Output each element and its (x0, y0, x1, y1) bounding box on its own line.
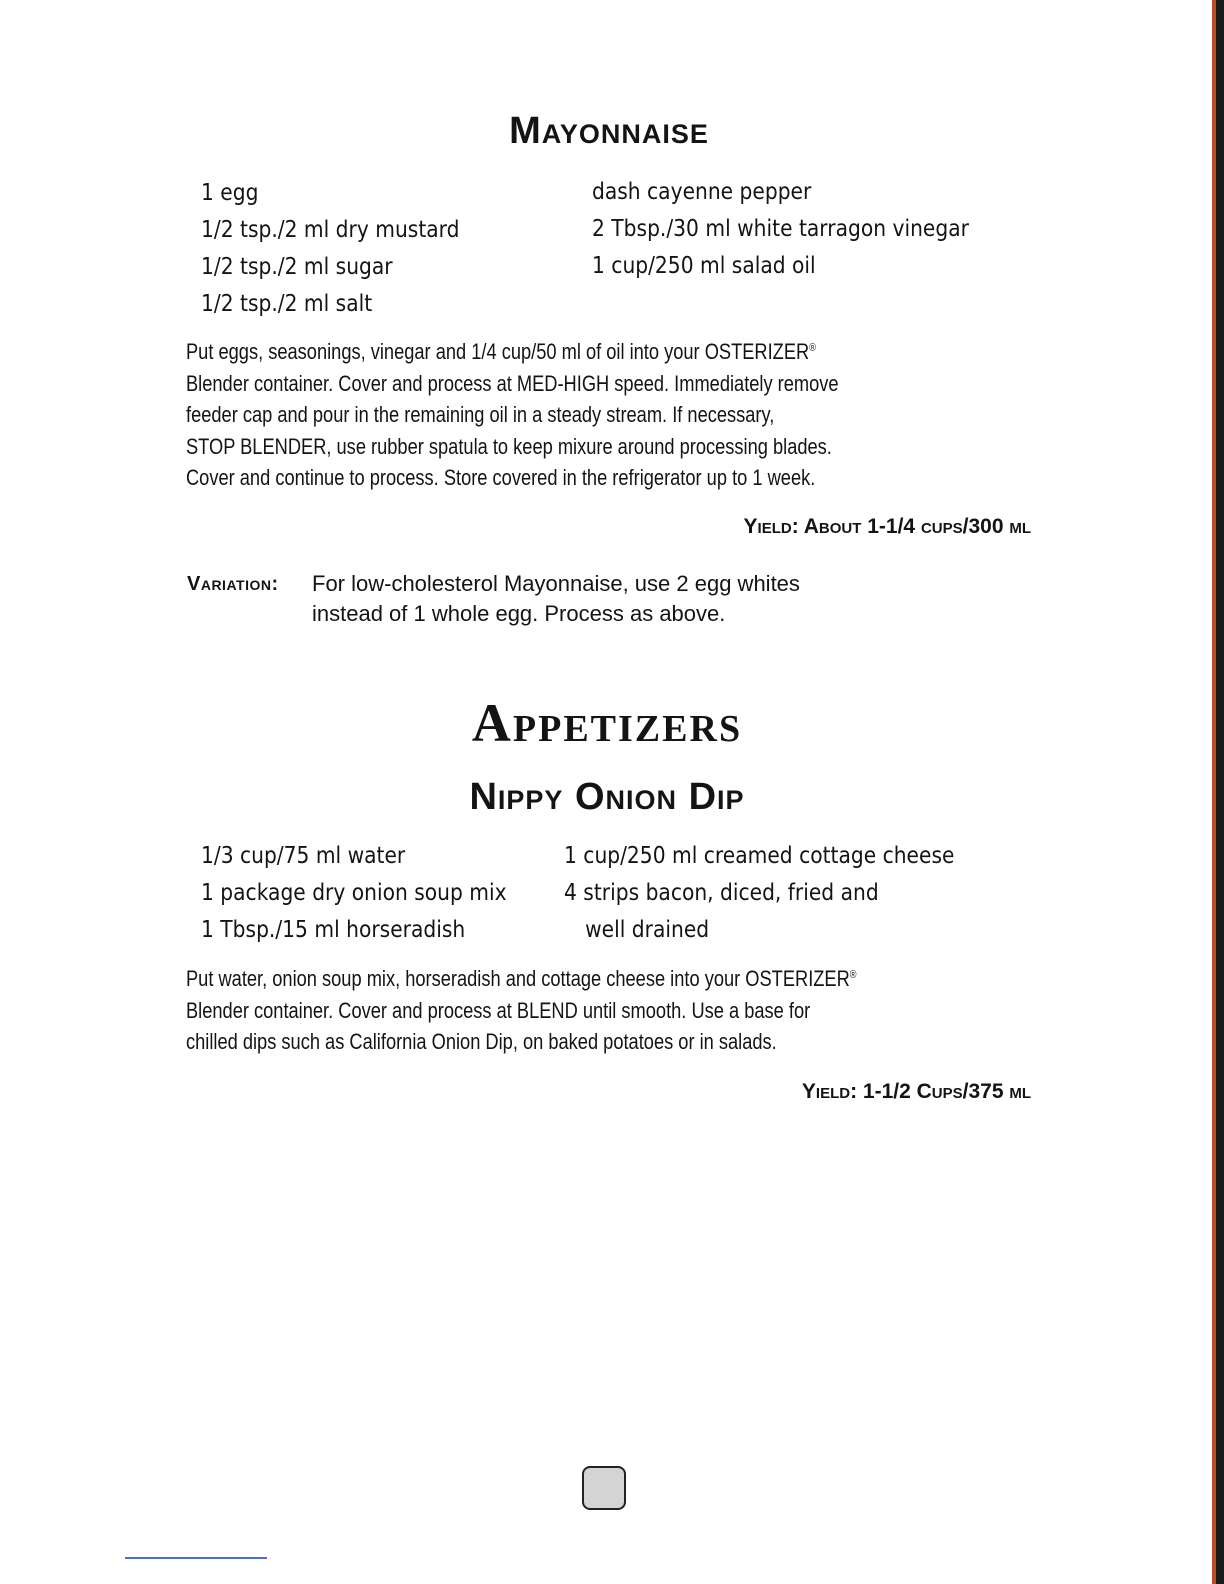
nippy-onion-dip-title: Nippy Onion Dip (469, 776, 745, 818)
ingredient-item: 1/2 tsp./2 ml salt (201, 291, 373, 317)
footer-rule (125, 1557, 267, 1559)
directions-line: Cover and continue to process. Store covered in the refrigerator up to 1 week. (186, 465, 816, 490)
ingredient-item: 1 cup/250 ml creamed cottage cheese (564, 843, 955, 869)
ingredient-item: 1 egg (201, 180, 259, 206)
variation-line: For low-cholesterol Mayonnaise, use 2 egg whites (312, 571, 800, 596)
registered-mark: ® (809, 342, 816, 354)
directions-text: Put eggs, seasonings, vinegar and 1/4 cup/50 ml of oil into your OSTERIZER (186, 339, 810, 364)
directions-line: Blender container. Cover and process at MED-HIGH speed. Immediately remove (186, 370, 839, 396)
page-edge-bar (1216, 0, 1224, 1584)
registered-mark: ® (849, 969, 857, 981)
variation-line: instead of 1 whole egg. Process as above. (312, 601, 726, 626)
directions-line: STOP BLENDER, use rubber spatula to keep mixure around processing blades. (186, 433, 832, 459)
ingredient-item: well drained (585, 917, 710, 943)
ingredient-item: 2 Tbsp./30 ml white tarragon vinegar (592, 216, 969, 242)
mayonnaise-ingredients-right (592, 174, 969, 285)
ingredient-item: 4 strips bacon, diced, fried and (564, 880, 879, 906)
section-title: Appetizers (471, 693, 743, 753)
mayonnaise-directions (186, 336, 839, 494)
directions-line: chilled dips such as California Onion Dip, on baked potatoes or in salads. (186, 1029, 777, 1054)
page-number-box (582, 1466, 626, 1510)
dip-ingredients-right (564, 838, 954, 949)
mayonnaise-ingredients-left (201, 175, 460, 323)
ingredient-item: 1 cup/250 ml salad oil (592, 253, 816, 279)
dip-ingredients-left (201, 838, 507, 949)
ingredient-item: 1 Tbsp./15 ml horseradish (201, 917, 466, 943)
directions-line (186, 963, 857, 995)
ingredient-item: 1/2 tsp./2 ml sugar (201, 254, 393, 280)
ingredient-item: 1/2 tsp./2 ml dry mustard (201, 217, 460, 243)
mayonnaise-yield: Yield: About 1-1/4 cups/300 ml (743, 515, 1031, 538)
directions-line (186, 336, 839, 368)
ingredient-item: 1/3 cup/75 ml water (201, 843, 406, 869)
directions-line: feeder cap and pour in the remaining oil in a steady stream. If necessary, (186, 402, 775, 427)
variation-text (312, 569, 800, 629)
dip-directions (186, 963, 857, 1058)
mayonnaise-title: Mayonnaise (509, 110, 709, 152)
ingredient-item: dash cayenne pepper (592, 179, 812, 205)
directions-text: Put water, onion soup mix, horseradish and cottage cheese into your OSTERIZER (186, 966, 850, 991)
ingredient-item: 1 package dry onion soup mix (201, 880, 507, 906)
directions-line: Blender container. Cover and process at BLEND until smooth. Use a base for (186, 997, 811, 1023)
dip-yield: Yield: 1-1/2 Cups/375 ml (801, 1080, 1031, 1103)
variation-label: Variation: (187, 573, 279, 595)
